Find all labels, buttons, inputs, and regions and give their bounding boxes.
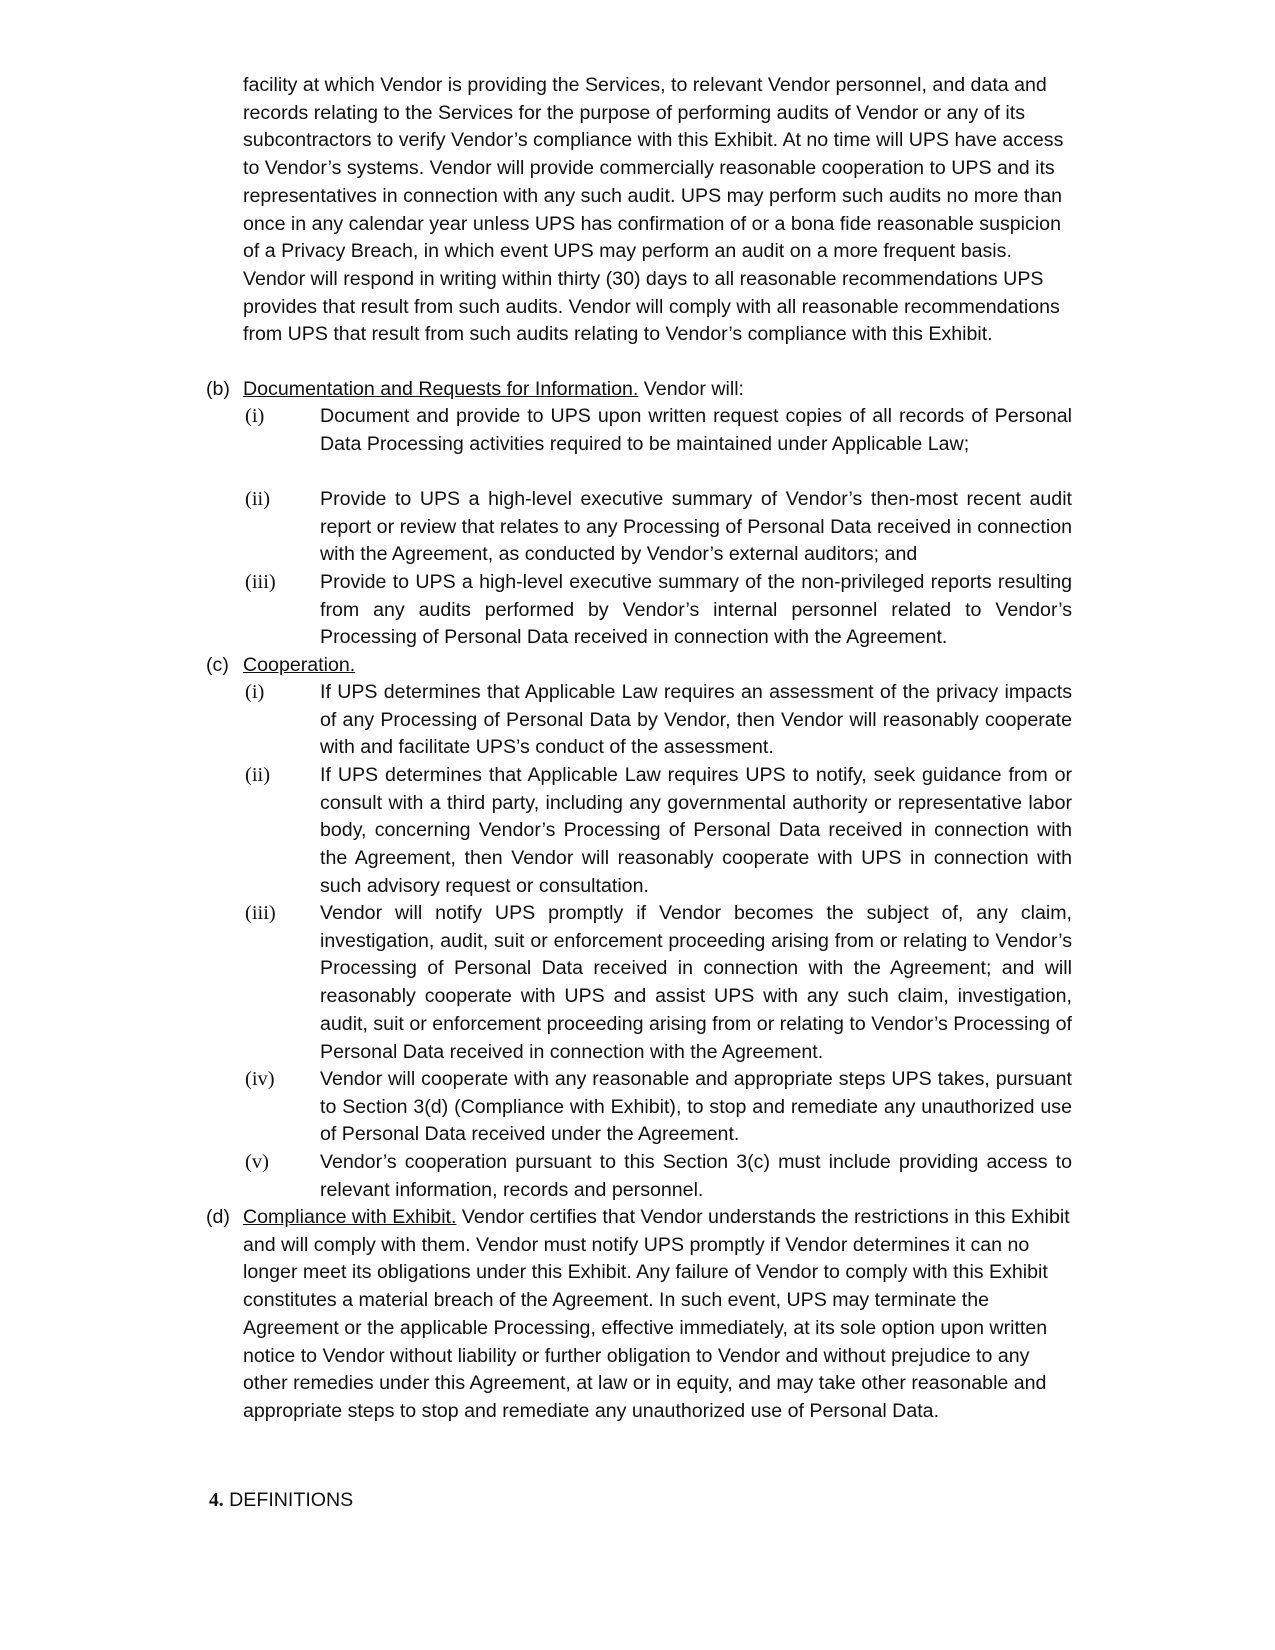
heading-title: DEFINITIONS: [223, 1489, 354, 1511]
section-c-item-iii: [245, 900, 1072, 1066]
section-d: [206, 1204, 1072, 1426]
item-text: Vendor will notify UPS promptly if Vendor becomes the subject of, any claim, investigation, audit, suit or enforcement proceeding arising from or relating to Vendor’s Processing of Personal Data received in connection with the Agreement; and will reasonably cooperate with UPS and assist UPS with any such claim, investigation, audit, suit or enforcement proceeding arising from or relating to Vendor’s Processing of Personal Data received in connection with the Agreement.: [320, 902, 1072, 1063]
item-text: Document and provide to UPS upon written request copies of all records of Personal Data Processing activities required to be maintained under Applicable Law;: [320, 405, 1072, 455]
item-numeral: (ii): [245, 488, 271, 510]
item-numeral: (ii): [245, 764, 271, 786]
section-b-body: [243, 376, 1072, 404]
item-text: Provide to UPS a high-level executive summary of Vendor’s then-most recent audit report or review that relates to any Processing of Personal Data received in connection with the Agreement, as conducted by Vendor’s external auditors; and: [320, 488, 1072, 566]
section-b-text: Vendor will:: [638, 378, 745, 400]
continuation-paragraph: facility at which Vendor is providing the Services, to relevant Vendor personnel, and data and records relating to the Services for the purpose of performing audits of Vendor or any of its subcontractors to verify Vendor’s compliance with this Exhibit. At no time will UPS have access to Vendor’s systems. Vendor will provide commercially reasonable cooperation to UPS and its representatives in connection with any such audit. UPS may perform such audits no more than once in any calendar year unless UPS has confirmation of or a bona fide reasonable suspicion of a Privacy Breach, in which event UPS may perform an audit on a more frequent basis. Vendor will respond in writing within thirty (30) days to all reasonable recommendations UPS provides that result from such audits. Vendor will comply with all reasonable recommendations from UPS that result from such audits relating to Vendor’s compliance with this Exhibit.: [243, 74, 1064, 346]
section-c-item-i: [245, 679, 1072, 762]
section-c-item-v: [245, 1149, 1072, 1204]
section-b-title: Documentation and Requests for Information.: [243, 378, 639, 400]
section-b: [206, 376, 1072, 404]
section-c-body: [243, 652, 1072, 680]
section-c-title: Cooperation.: [243, 654, 356, 676]
item-text: Vendor’s cooperation pursuant to this Section 3(c) must include providing access to relevant information, records and personnel.: [320, 1151, 1072, 1201]
section-d-text: Vendor certifies that Vendor understands the restrictions in this Exhibit and will comply with them. Vendor must notify UPS promptly if Vendor determines it can no longer meet its obligations under this Exhibit. Any failure of Vendor to comply with this Exhibit constitutes a material breach of the Agreement. In such event, UPS may terminate the Agreement or the applicable Processing, effective immediately, at its sole option upon written notice to Vendor without liability or further obligation to Vendor and without prejudice to any other remedies under this Agreement, at law or in equity, and may take other reasonable and appropriate steps to stop and remediate any unauthorized use of Personal Data.: [243, 1206, 1070, 1422]
item-numeral: (i): [245, 405, 265, 427]
item-numeral: (iv): [245, 1068, 275, 1090]
section-heading-definitions: [209, 1487, 353, 1515]
item-text: If UPS determines that Applicable Law requires an assessment of the privacy impacts of any Processing of Personal Data by Vendor, then Vendor will reasonably cooperate with and facilitate UPS’s conduct of the assessment.: [320, 681, 1072, 759]
item-numeral: (iii): [245, 571, 276, 593]
section-c-item-ii: [245, 762, 1072, 901]
section-b-item-i: [245, 403, 1072, 458]
section-c-item-iv: [245, 1066, 1072, 1149]
section-d-title: Compliance with Exhibit.: [243, 1206, 457, 1228]
item-text: Vendor will cooperate with any reasonable and appropriate steps UPS takes, pursuant to Section 3(d) (Compliance with Exhibit), to stop and remediate any unauthorized use of Personal Data received under the Agreement.: [320, 1068, 1072, 1146]
item-numeral: (iii): [245, 902, 276, 924]
section-b-letter: (b): [206, 378, 230, 400]
section-d-body: [243, 1204, 1072, 1426]
section-b-item-ii: [245, 486, 1072, 569]
item-text: Provide to UPS a high-level executive summary of the non-privileged reports resulting from any audits performed by Vendor’s internal personnel related to Vendor’s Processing of Personal Data received in connection with the Agreement.: [320, 571, 1072, 649]
item-numeral: (i): [245, 681, 265, 703]
heading-number: 4.: [209, 1490, 224, 1511]
section-d-letter: (d): [206, 1206, 230, 1228]
section-c: [206, 652, 1072, 680]
item-text: If UPS determines that Applicable Law requires UPS to notify, seek guidance from or consult with a third party, including any governmental authority or representative labor body, concerning Vendor’s Processing of Personal Data received in connection with the Agreement, then Vendor will reasonably cooperate with UPS in connection with such advisory request or consultation.: [320, 764, 1072, 897]
section-b-item-iii: [245, 569, 1072, 652]
section-c-letter: (c): [206, 654, 229, 676]
item-numeral: (v): [245, 1151, 269, 1173]
